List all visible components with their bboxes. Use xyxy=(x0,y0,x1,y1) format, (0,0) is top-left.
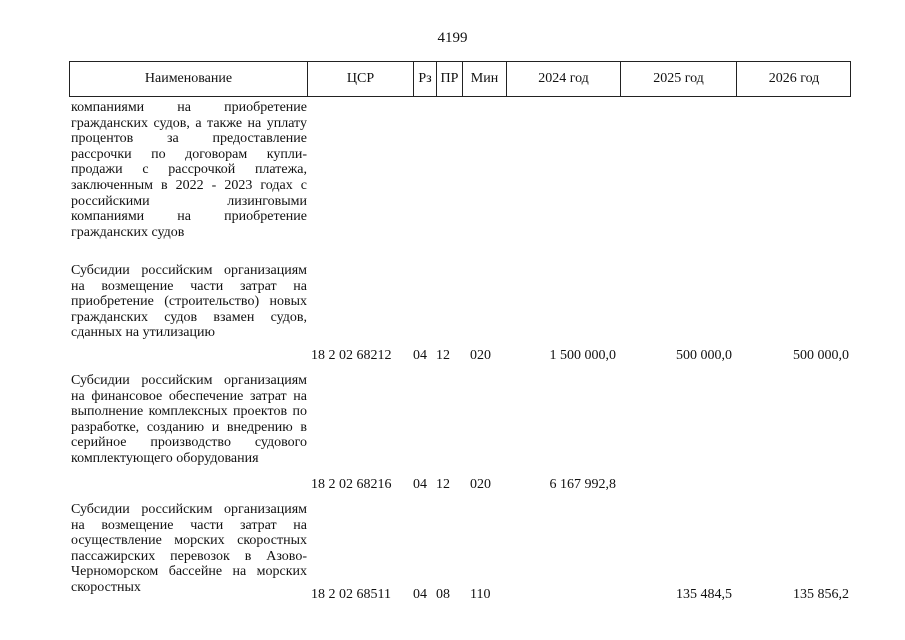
row-name: Субсидии российским организациям на финансовое обеспечение затрат на выполнение комплексных проектов по разработке, созданию и внедрению в серийное производство судового комплектующего оборудования xyxy=(71,373,307,466)
table-header xyxy=(69,61,851,97)
page-number: 4199 xyxy=(437,30,468,46)
row-name: Субсидии российским организациям на возмещение части затрат на приобретение (строительство) новых гражданских судов взамен судов, сданных на утилизацию xyxy=(71,263,307,341)
row-rz: 04 xyxy=(413,587,427,602)
header-min: Мин xyxy=(463,62,507,96)
header-2024: 2024 год xyxy=(507,62,621,96)
row-2026: 500 000,0 xyxy=(793,348,849,363)
row-pr: 08 xyxy=(436,587,450,602)
row-name: Субсидии российским организациям на возмещение части затрат на осуществление морских скоростных пассажирских перевозок в Азово-Черноморском бассейне на морских скоростных xyxy=(71,502,307,595)
header-rz: Рз xyxy=(414,62,437,96)
row-pr: 12 xyxy=(436,477,450,492)
row-min: 020 xyxy=(470,477,491,492)
row-min: 110 xyxy=(470,587,491,602)
header-name: Наименование xyxy=(70,62,308,96)
row-2024: 6 167 992,8 xyxy=(549,477,616,492)
row-csr: 18 2 02 68212 xyxy=(311,348,392,363)
header-csr: ЦСР xyxy=(308,62,414,96)
row-rz: 04 xyxy=(413,348,427,363)
row-csr: 18 2 02 68511 xyxy=(311,587,391,602)
row-csr: 18 2 02 68216 xyxy=(311,477,392,492)
row-2024: 1 500 000,0 xyxy=(549,348,616,363)
header-2026: 2026 год xyxy=(768,71,820,86)
row-2025: 135 484,5 xyxy=(676,587,732,602)
header-2025: 2025 год xyxy=(621,62,737,96)
row-pr: 12 xyxy=(436,348,450,363)
header-pr: ПР xyxy=(437,62,463,96)
row-2026: 135 856,2 xyxy=(793,587,849,602)
continuation-text: компаниями на приобретение гражданских судов, а также на уплату процентов за предоставление рассрочки по договорам купли-продажи с рассрочкой платежа, заключенным в 2022 - 2023 годах с российскими лизинговыми компаниями на приобретение гражданских судов xyxy=(71,100,307,240)
row-min: 020 xyxy=(470,348,491,363)
row-rz: 04 xyxy=(413,477,427,492)
row-2025: 500 000,0 xyxy=(676,348,732,363)
